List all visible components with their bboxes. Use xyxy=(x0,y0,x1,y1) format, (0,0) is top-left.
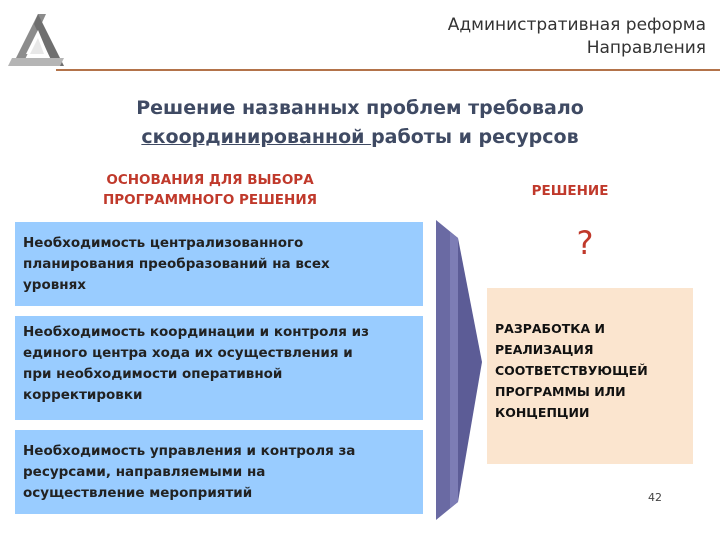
reason-line: при необходимости оперативной xyxy=(23,366,283,382)
main-title-line2 xyxy=(80,123,640,152)
reason-line: уровнях xyxy=(23,277,86,293)
main-title-line2-rest: работы и ресурсов xyxy=(371,126,579,148)
solution-box xyxy=(487,288,693,464)
reason-line: единого центра хода их осуществления и xyxy=(23,345,353,361)
header-title-line1: Административная реформа xyxy=(447,15,706,35)
header-title xyxy=(286,14,706,60)
header-divider xyxy=(56,69,720,71)
reasons-heading-line2: ПРОГРАММНОГО РЕШЕНИЯ xyxy=(102,192,318,208)
reason-box xyxy=(15,316,423,420)
solution-heading: РЕШЕНИЕ xyxy=(531,183,609,199)
solution-line: СООТВЕТСТВУЮЩЕЙ xyxy=(495,363,648,378)
reason-line: планирования преобразований на всех xyxy=(23,256,330,272)
solution-line: РЕАЛИЗАЦИЯ xyxy=(495,342,594,357)
solution-line: КОНЦЕПЦИИ xyxy=(495,405,590,420)
right-arrow-shape-icon xyxy=(436,220,482,520)
reason-box xyxy=(15,430,423,514)
solution-line: РАЗРАБОТКА И xyxy=(495,321,605,336)
reason-line: осуществление мероприятий xyxy=(23,485,253,501)
main-title xyxy=(80,94,640,152)
header-title-line2: Направления xyxy=(586,38,706,58)
page-number: 42 xyxy=(648,491,662,504)
reason-line: ресурсами, направляемыми на xyxy=(23,464,266,480)
reasons-heading xyxy=(30,170,390,210)
reason-line: Необходимость централизованного xyxy=(23,235,304,251)
reasons-heading-line1: ОСНОВАНИЯ ДЛЯ ВЫБОРА xyxy=(106,172,314,188)
main-title-line1: Решение названных проблем требовало xyxy=(136,97,584,119)
reason-line: Необходимость управления и контроля за xyxy=(23,443,356,459)
solution-line: ПРОГРАММЫ ИЛИ xyxy=(495,384,626,399)
main-title-underlined-word: скоординированной xyxy=(141,126,372,148)
reason-line: корректировки xyxy=(23,387,143,403)
impossible-triangle-logo-icon xyxy=(8,8,68,72)
reason-box xyxy=(15,222,423,306)
question-mark: ? xyxy=(576,224,594,262)
reason-line: Необходимость координации и контроля из xyxy=(23,324,369,340)
